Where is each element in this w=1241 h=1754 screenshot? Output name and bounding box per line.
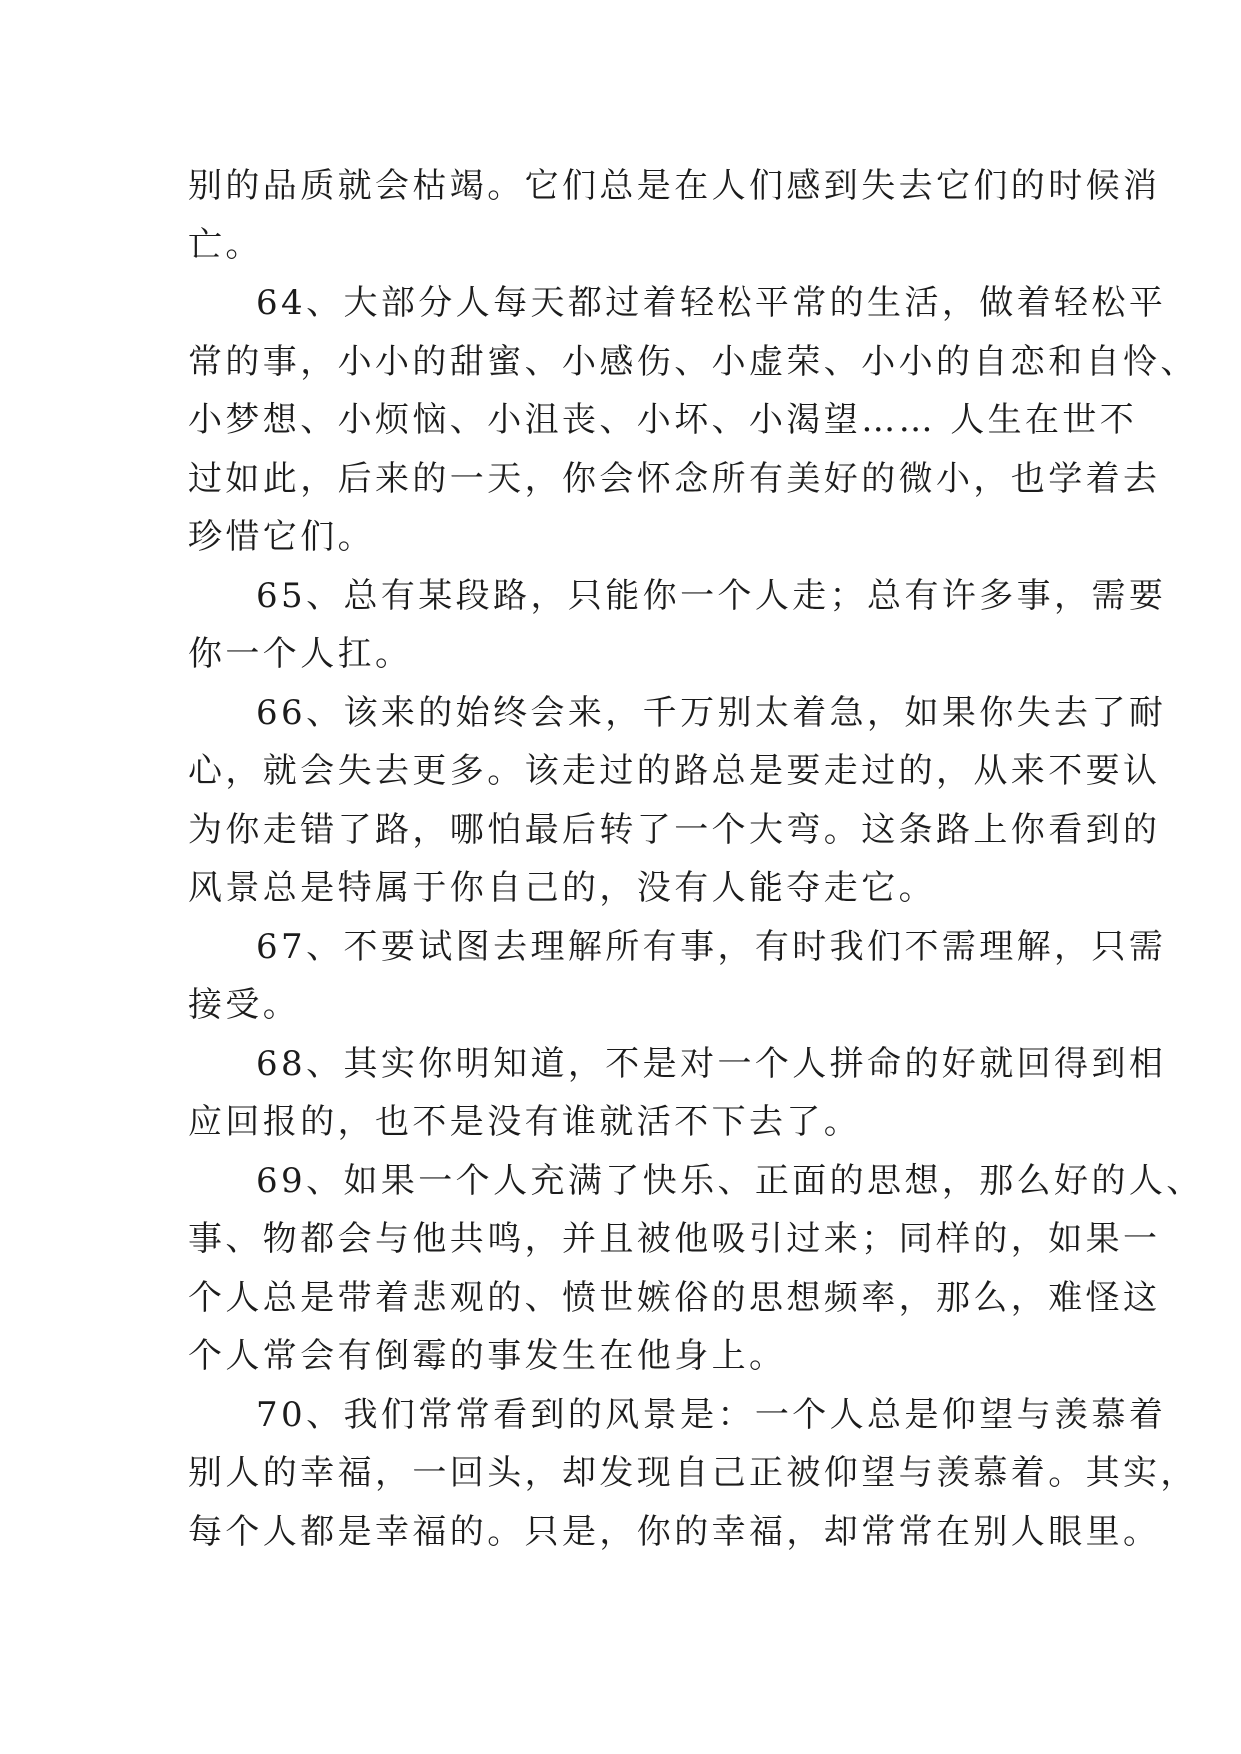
- paragraph: [188, 274, 1198, 567]
- text-line: 心，就会失去更多。该走过的路总是要走过的，从来不要认: [188, 751, 1161, 791]
- text-line: 别的品质就会枯竭。它们总是在人们感到失去它们的时候消: [188, 166, 1161, 206]
- paragraph: [188, 157, 1161, 274]
- paragraph: [188, 567, 1167, 684]
- text-line: 67、不要试图去理解所有事，有时我们不需理解，只需: [256, 926, 1167, 967]
- text-line: 应回报的，也不是没有谁就活不下去了。: [188, 1102, 862, 1142]
- text-line: 你一个人扛。: [188, 634, 413, 674]
- text-line: 个人总是带着悲观的、愤世嫉俗的思想频率，那么，难怪这: [188, 1277, 1161, 1318]
- paragraph: [188, 1152, 1204, 1386]
- text-line: 珍惜它们。: [188, 517, 375, 557]
- text-line: 亡。: [188, 224, 263, 265]
- text-line: 接受。: [188, 985, 301, 1025]
- text-line: 事、物都会与他共鸣，并且被他吸引过来；同样的，如果一: [188, 1219, 1161, 1259]
- paragraph: [188, 1035, 1167, 1152]
- text-line: 70、我们常常看到的风景是：一个人总是仰望与羡慕着: [256, 1394, 1167, 1435]
- text-line: 69、如果一个人充满了快乐、正面的思想，那么好的人、: [256, 1160, 1204, 1201]
- paragraph: [188, 1386, 1198, 1562]
- text-line: 过如此，后来的一天，你会怀念所有美好的微小，也学着去: [188, 458, 1161, 499]
- text-line: 66、该来的始终会来，千万别太着急，如果你失去了耐: [256, 692, 1167, 733]
- document-page: [188, 157, 1204, 1561]
- text-line: 为你走错了路，哪怕最后转了一个大弯。这条路上你看到的: [188, 809, 1161, 850]
- text-line: 64、大部分人每天都过着轻松平常的生活，做着轻松平: [256, 283, 1167, 323]
- text-line: 68、其实你明知道，不是对一个人拼命的好就回得到相: [256, 1043, 1167, 1084]
- text-line: 65、总有某段路，只能你一个人走；总有许多事，需要: [256, 575, 1167, 616]
- text-line: 别人的幸福，一回头，却发现自己正被仰望与羡慕着。其实，: [188, 1453, 1198, 1493]
- paragraph: [188, 918, 1167, 1035]
- text-line: 风景总是特属于你自己的，没有人能夺走它。: [188, 868, 936, 908]
- text-line: 每个人都是幸福的。只是，你的幸福，却常常在别人眼里。: [188, 1511, 1161, 1552]
- text-line: 个人常会有倒霉的事发生在他身上。: [188, 1336, 787, 1376]
- text-line: 常的事，小小的甜蜜、小感伤、小虚荣、小小的自恋和自怜、: [188, 341, 1198, 382]
- paragraph: [188, 684, 1167, 918]
- text-line: 小梦想、小烦恼、小沮丧、小坏、小渴望…… 人生在世不: [188, 400, 1138, 440]
